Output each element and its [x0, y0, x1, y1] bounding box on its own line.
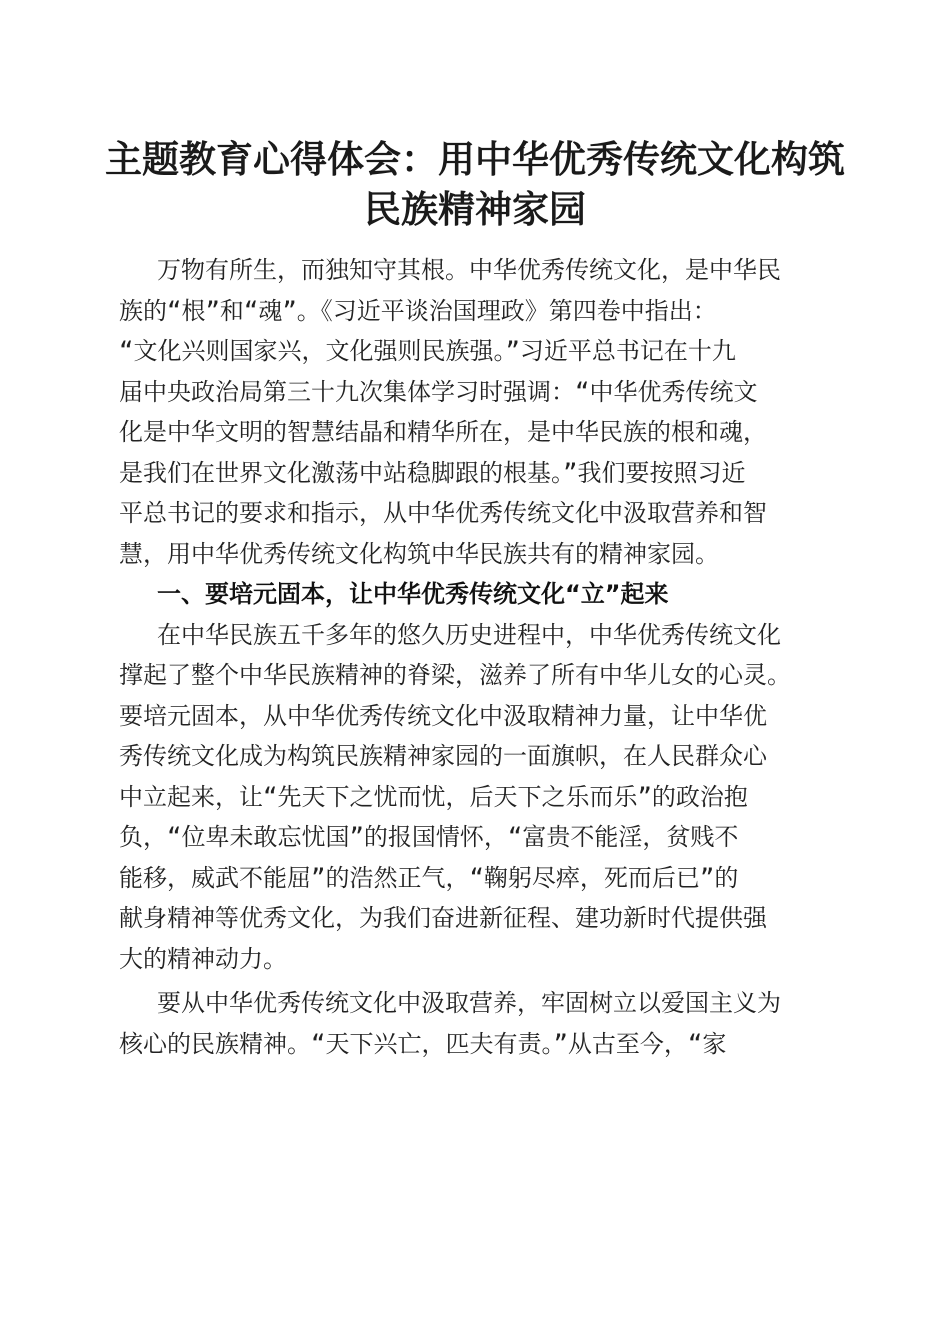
text-line: 能移，威武不能屈”的浩然正气，“鞠躬尽瘁，死而后已”的 — [119, 863, 739, 892]
paragraph-1 — [119, 250, 829, 574]
text-line: 在中华民族五千多年的悠久历史进程中，中华优秀传统文化 — [157, 620, 781, 649]
text-line: 要培元固本，从中华优秀传统文化中汲取精神力量，让中华优 — [119, 701, 767, 730]
text-line: 负，“位卑未敢忘忧国”的报国情怀，“富贵不能淫，贫贱不 — [119, 823, 739, 851]
text-line: “文化兴则国家兴，文化强则民族强。”习近平总书记在十九 — [119, 337, 736, 365]
text-line: 慧，用中华优秀传统文化构筑中华民族共有的精神家园。 — [119, 539, 719, 568]
title-line-1: 主题教育心得体会：用中华优秀传统文化构筑 — [105, 137, 845, 181]
text-line: 化是中华文明的智慧结晶和精华所在，是中华民族的根和魂， — [119, 418, 767, 446]
text-line: 届中央政治局第三十九次集体学习时强调：“中华优秀传统文 — [119, 377, 758, 406]
title-line-2: 民族精神家园 — [364, 187, 586, 231]
text-line: 中立起来，让“先天下之忧而忧，后天下之乐而乐”的政治抱 — [119, 782, 748, 811]
section-heading-1: 一、要培元固本，让中华优秀传统文化“立”起来 — [157, 580, 669, 608]
text-line: 秀传统文化成为构筑民族精神家园的一面旗帜，在人民群众心 — [119, 742, 767, 770]
text-line: 大的精神动力。 — [119, 944, 287, 973]
text-line: 核心的民族精神。“天下兴亡，匹夫有责。”从古至今，“家 — [119, 1029, 727, 1058]
text-line: 万物有所生，而独知守其根。中华优秀传统文化，是中华民 — [157, 256, 781, 284]
document-title — [100, 134, 850, 234]
text-line: 是我们在世界文化激荡中站稳脚跟的根基。”我们要按照习近 — [119, 458, 746, 487]
text-line: 撑起了整个中华民族精神的脊梁，滋养了所有中华儿女的心灵。 — [119, 661, 791, 689]
text-line: 献身精神等优秀文化，为我们奋进新征程、建功新时代提供强 — [119, 904, 767, 932]
text-line: 平总书记的要求和指示，从中华优秀传统文化中汲取营养和智 — [119, 499, 767, 527]
text-line: 族的“根”和“魂”。《习近平谈治国理政》第四卷中指出： — [119, 296, 717, 325]
paragraph-2 — [119, 615, 829, 980]
text-line: 要从中华优秀传统文化中汲取营养，牢固树立以爱国主义为 — [157, 989, 781, 1017]
document-body — [119, 250, 829, 1064]
paragraph-3 — [119, 983, 829, 1064]
